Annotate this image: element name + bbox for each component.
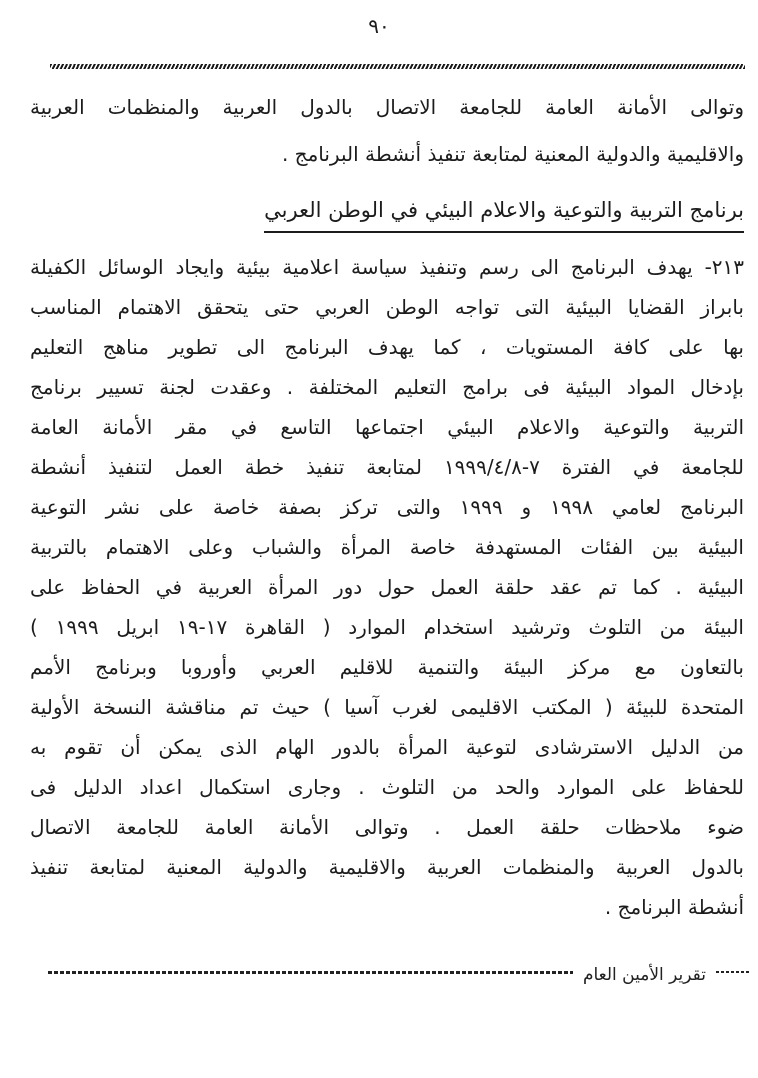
paragraph-213	[30, 247, 744, 927]
text-line: بالتعاون مع مركز البيئة والتنمية للاقليم العربي وأوروبا وبرنامج الأمم	[30, 655, 744, 679]
section-heading-row	[30, 196, 744, 233]
text-line-content: يهدف البرنامج الى رسم وتنفيذ سياسة اعلامية بيئية وايجاد الوسائل الكفيلة	[30, 255, 693, 279]
text-line: أنشطة البرنامج .	[604, 895, 744, 919]
text-line: البيئة من التلوث وترشيد استخدام الموارد ( القاهرة ١٧-١٩ ابريل ١٩٩٩ )	[30, 615, 744, 639]
text-line	[30, 247, 744, 287]
text-line: التربية والتوعية والاعلام البيئي اجتماعها التاسع في مقر الأمانة العامة	[30, 415, 744, 439]
footer-signature: تقرير الأمين العام	[582, 965, 706, 985]
page-number: ٩٠	[368, 14, 390, 38]
section-heading: برنامج التربية والتوعية والاعلام البيئي في الوطن العربي	[264, 196, 744, 233]
text-line: بإدخال المواد البيئية فى برامج التعليم المختلفة . وعقدت لجنة تسيير برنامج	[30, 375, 744, 399]
text-line: بابراز القضايا البيئية التى تواجه الوطن العربي حتى يتحقق الاهتمام المناسب	[30, 295, 744, 319]
text-line: من الدليل الاسترشادى لتوعية المرأة بالدور الهام الذى يمكن أن تقوم به	[30, 735, 744, 759]
text-line: البيئية . كما تم عقد حلقة العمل حول دور المرأة العربية في الحفاظ على	[30, 575, 744, 599]
intro-paragraph	[30, 84, 744, 178]
text-line: والاقليمية والدولية المعنية لمتابعة تنفيذ أنشطة البرنامج .	[281, 142, 744, 166]
footer-rule-short	[716, 971, 750, 973]
text-line: المتحدة للبيئة ( المكتب الاقليمى لغرب آسيا ) حيث تم مناقشة النسخة الأولية	[30, 695, 744, 719]
text-line: بها على كافة المستويات ، كما يهدف البرنامج الى تطوير مناهج التعليم	[30, 335, 744, 359]
text-line: بالدول العربية والمنظمات العربية والاقليمية والدولية المعنية لمتابعة تنفيذ	[30, 855, 744, 879]
paragraph-number: ٢١٣-	[704, 255, 744, 279]
text-line: للجامعة في الفترة ٧-٨/‏٤/‏١٩٩٩ لمتابعة تنفيذ خطة العمل لتنفيذ أنشطة	[30, 455, 744, 479]
text-line: وتوالى الأمانة العامة للجامعة الاتصال بالدول العربية والمنظمات العربية	[30, 95, 744, 119]
paragraph-lines	[30, 287, 744, 927]
text-line: البرنامج لعامي ١٩٩٨ و ١٩٩٩ والتى تركز بصفة خاصة على نشر التوعية	[30, 495, 744, 519]
text-line: ضوء ملاحظات حلقة العمل . وتوالى الأمانة العامة للجامعة الاتصال	[30, 815, 744, 839]
footer-rule-long	[48, 971, 573, 974]
footer	[48, 952, 750, 992]
text-line: البيئية بين الفئات المستهدفة خاصة المرأة والشباب وعلى الاهتمام بالتربية	[30, 535, 744, 559]
text-line: للحفاظ على الموارد والحد من التلوث . وجارى استكمال اعداد الدليل فى	[30, 775, 744, 799]
header-rule	[50, 64, 745, 69]
